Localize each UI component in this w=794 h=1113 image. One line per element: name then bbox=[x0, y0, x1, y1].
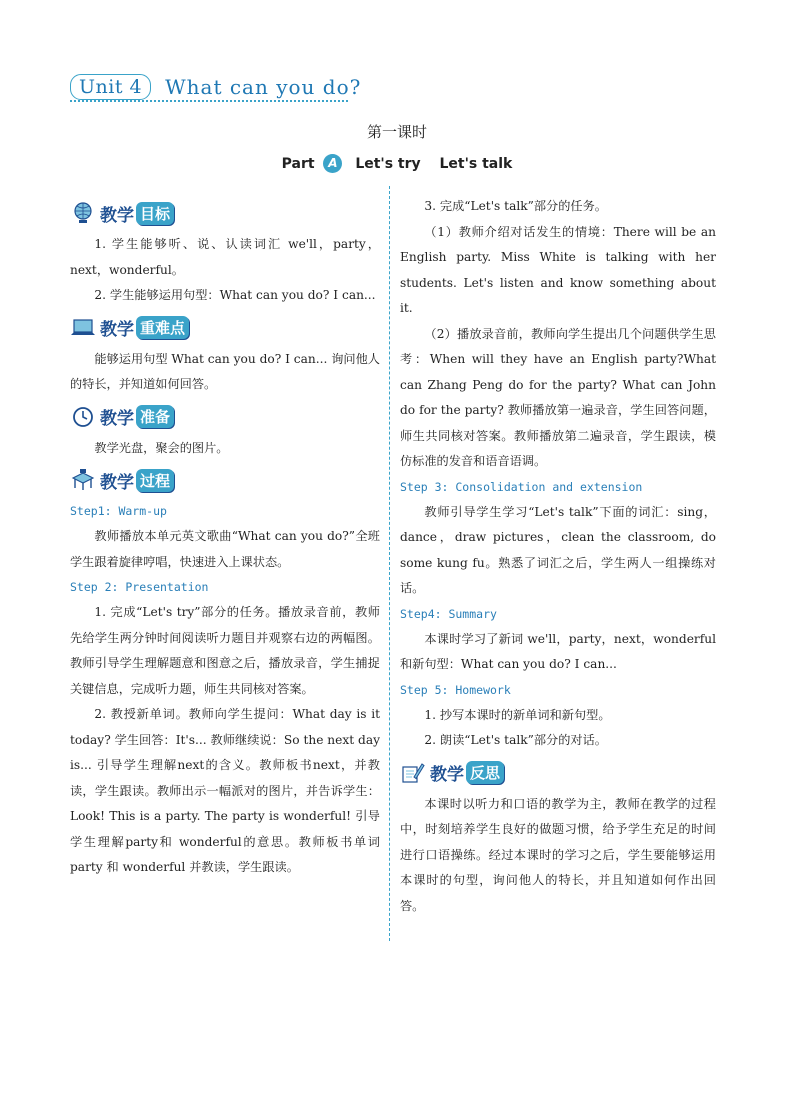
section-goals-heading bbox=[70, 198, 380, 228]
step-2-text-2: 2. 教授新单词。教师向学生提问：What day is it today? 学生回答：It's... 教师继续说：So the next day is... 引导学生理解next的含义。教师板书next，并教读，学生跟读。教师出示一幅派对的图片，并告诉学生：Look! This is a party. The party is wonderful! 引导学生理解party和 wonderful的意思。教师板书单词 party 和 wonderful 并教读，学生跟读。 bbox=[70, 707, 380, 874]
section-reflect-title: 教学 bbox=[430, 765, 464, 785]
unit-label: Unit 4 bbox=[70, 74, 151, 100]
part-item-lets-talk: Let's talk bbox=[439, 156, 513, 172]
key-text: 能够运用句型 What can you do? I can... 询问他人的特长，并知道如何回答。 bbox=[70, 351, 380, 391]
clock-icon bbox=[70, 405, 96, 429]
section-reflect-heading bbox=[400, 758, 716, 788]
section-key-title: 教学 bbox=[100, 320, 134, 340]
section-goals-title: 教学 bbox=[100, 205, 134, 226]
prep-text: 教学光盘，聚会的图片。 bbox=[94, 440, 229, 455]
section-key-heading bbox=[70, 313, 380, 343]
section-prep-title: 教学 bbox=[100, 409, 134, 429]
step-4-label: Step4: Summary bbox=[400, 606, 497, 621]
goals-item-1: 1. 学生能够听、说、认读词汇 we'll，party，next，wonderful。 bbox=[70, 237, 380, 277]
section-reflect-tag: 反思 bbox=[466, 761, 504, 784]
section-prep-heading bbox=[70, 402, 380, 432]
section-process-tag: 过程 bbox=[136, 469, 174, 492]
right-column bbox=[400, 194, 716, 919]
step-5-text-2: 2. 朗读“Let's talk”部分的对话。 bbox=[424, 733, 607, 747]
reflect-text: 本课时以听力和口语的教学为主，教师在教学的过程中，时刻培养学生良好的做题习惯，给予学生充足的时间进行口语操练。经过本课时的学习之后，学生要能够运用本课时的句型，询问他人的特长，并且知道如何作出回答。 bbox=[400, 796, 716, 913]
step-4-text: 本课时学习了新词 we'll，party，next，wonderful和新句型：What can you do? I can... bbox=[400, 631, 716, 671]
step-2-text-3-2: （2）播放录音前，教师向学生提出几个问题供学生思考：When will they have an English party?What can Zhang Peng do for the party? What can John do for the party? 教师播放第一遍录音，学生回答问题，师生共同核对答案。教师播放第二遍录音，学生跟读，模仿标准的发音和语音语调。 bbox=[400, 326, 716, 468]
step-1-text: 教师播放本单元英文歌曲“What can you do?”全班学生跟着旋律哼唱，快速进入上课状态。 bbox=[70, 529, 380, 569]
goals-item-2: 2. 学生能够运用句型：What can you do? I can... bbox=[94, 288, 376, 302]
lesson-title: 第一课时 bbox=[366, 123, 427, 141]
step-2-text-3: 3. 完成“Let's talk”部分的任务。 bbox=[424, 199, 607, 213]
section-key-tag: 重难点 bbox=[136, 316, 189, 339]
section-process-title: 教学 bbox=[100, 472, 134, 493]
section-prep-tag: 准备 bbox=[136, 405, 174, 428]
unit-underline bbox=[70, 100, 348, 102]
section-goals-tag: 目标 bbox=[136, 202, 174, 225]
step-2-text-3-1: （1）教师介绍对话发生的情境：There will be an English party. Miss White is talking with her students. Let's listen and know something about it. bbox=[400, 224, 716, 315]
desk-icon bbox=[70, 468, 96, 492]
part-label: Part bbox=[281, 156, 315, 172]
unit-header bbox=[70, 74, 361, 100]
step-2-label: Step 2: Presentation bbox=[70, 580, 209, 594]
pencil-note-icon bbox=[400, 761, 426, 785]
part-line bbox=[0, 154, 794, 173]
section-process-heading bbox=[70, 465, 380, 495]
column-divider bbox=[389, 186, 390, 941]
left-column bbox=[70, 194, 380, 881]
part-badge: A bbox=[323, 154, 342, 173]
unit-title: What can you do? bbox=[165, 75, 362, 99]
part-item-lets-try: Let's try bbox=[355, 156, 421, 172]
step-1-label: Step1: Warm-up bbox=[70, 504, 167, 518]
laptop-icon bbox=[70, 316, 96, 340]
step-3-text: 教师引导学生学习“Let's talk”下面的词汇：sing，dance，draw pictures，clean the classroom, do some kung fu。熟悉了词汇之后，学生两人一组操练对话。 bbox=[400, 504, 716, 595]
globe-icon bbox=[70, 201, 96, 225]
step-3-label: Step 3: Consolidation and extension bbox=[400, 479, 643, 494]
step-5-label: Step 5: Homework bbox=[400, 682, 511, 697]
step-2-text-1: 1. 完成“Let's try”部分的任务。播放录音前，教师先给学生两分钟时间阅读听力题目并观察右边的两幅图。教师引导学生理解题意和图意之后，播放录音，学生捕捉关键信息，完成听力题，师生共同核对答案。 bbox=[70, 605, 380, 696]
step-5-text-1: 1. 抄写本课时的新单词和新句型。 bbox=[424, 707, 611, 722]
